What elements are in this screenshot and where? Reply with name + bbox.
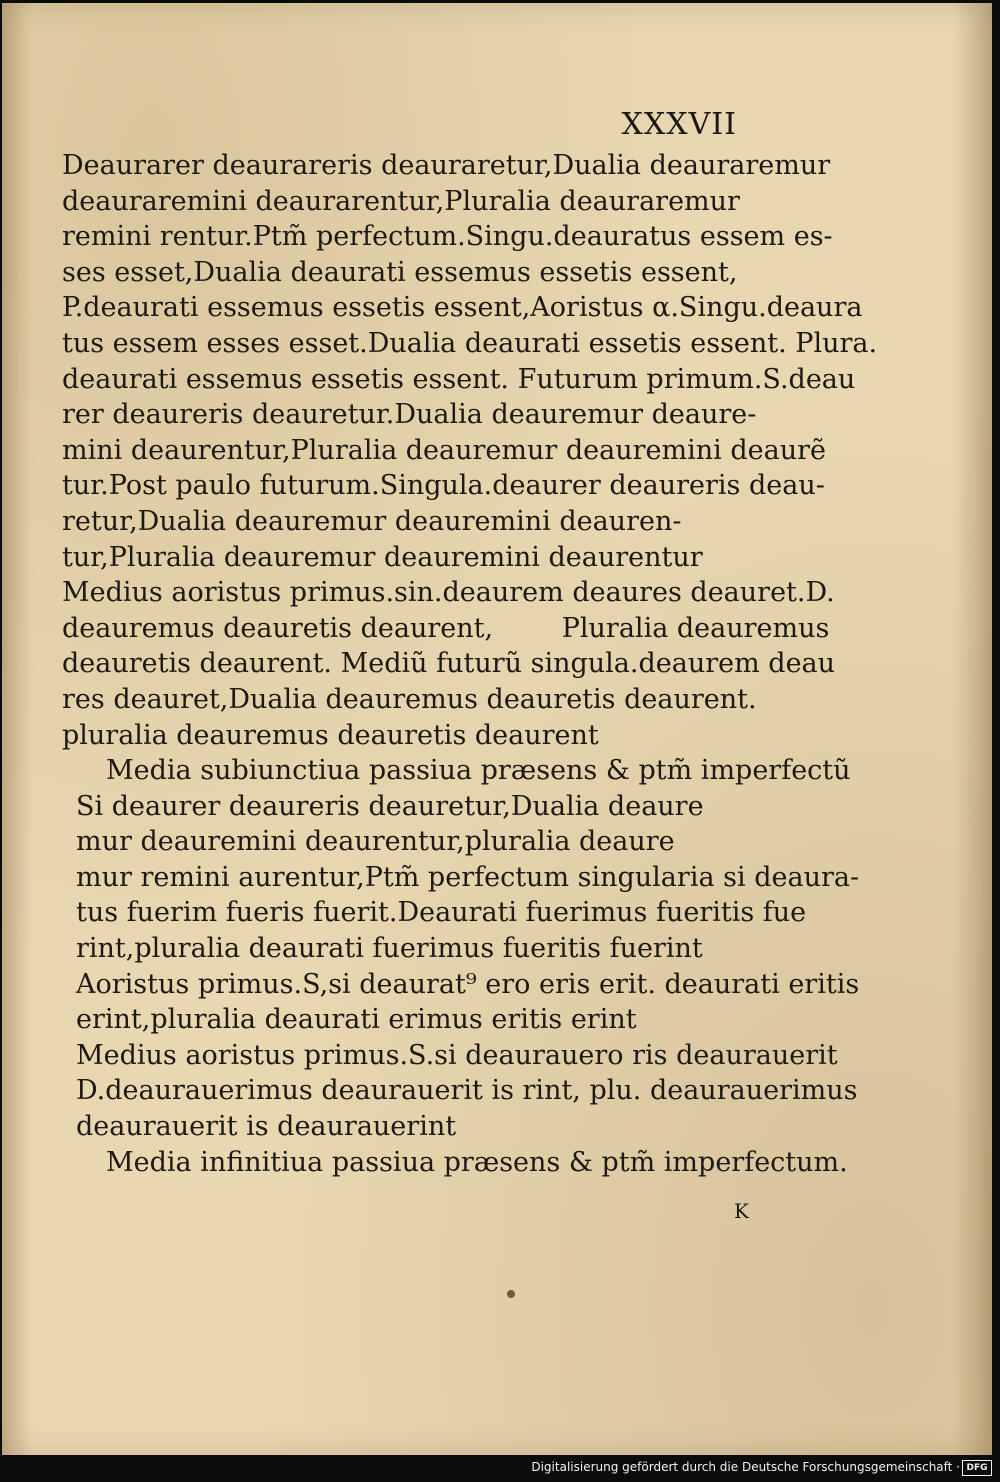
ink-spot <box>507 1290 515 1298</box>
text-line: deaurati essemus essetis essent. Futurum primum.S.deau <box>62 363 856 395</box>
footer-credit: Digitalisierung gefördert durch die Deutsche Forschungsgemeinschaft · <box>531 1460 960 1474</box>
text-line: tur,Pluralia deauremur deauremini deaurentur <box>62 541 703 573</box>
text-line: deauraremini deaurarentur,Pluralia deauraremur <box>62 185 740 217</box>
page-text <box>62 148 878 1180</box>
text-line: rer deaureris deauretur.Dualia deauremur deaure- <box>62 399 757 431</box>
text-line: tus essem esses esset.Dualia deaurati essetis essent. Plura. <box>62 327 878 359</box>
book-page <box>2 3 992 1455</box>
text-line: Medius aoristus primus.S.si deaurauero ris deaurauerit <box>76 1039 838 1071</box>
dfg-logo-icon: DFG <box>962 1460 992 1476</box>
text-line: rint,pluralia deaurati fuerimus fueritis fuerint <box>76 933 703 965</box>
text-line: remini rentur.Ptm̃ perfectum.Singu.deauratus essem es- <box>62 221 833 253</box>
text-line: Deaurarer deaurareris deauraretur,Dualia deauraremur <box>62 150 831 181</box>
text-line: pluralia deauremus deauretis deaurent <box>62 719 599 751</box>
text-line: P.deaurati essemus essetis essent,Aoristus α.Singu.deaura <box>62 292 863 324</box>
text-line: Medius aoristus primus.sin.deaurem deaures deauret.D. <box>62 577 835 609</box>
text-line: res deauret,Dualia deauremus deauretis deaurent. <box>62 683 757 715</box>
text-line: Media infinitiua passiua præsens & ptm̃ imperfectum. <box>106 1146 848 1178</box>
text-line: deauremus deauretis deaurent, Pluralia deauremus <box>62 612 830 644</box>
text-line: Aoristus primus.S,si deaurat⁹ ero eris erit. deaurati eritis <box>76 968 860 1000</box>
text-line: erint,pluralia deaurati erimus eritis erint <box>76 1004 637 1036</box>
text-line: deauretis deaurent. Mediũ futurũ singula.deaurem deau <box>62 648 836 680</box>
text-line: D.deaurauerimus deaurauerit is rint, plu. deaurauerimus <box>76 1075 858 1107</box>
text-line: mur deauremini deaurentur,pluralia deaure <box>76 826 675 858</box>
text-line: retur,Dualia deauremur deauremini deauren- <box>62 505 682 537</box>
catchword: K <box>734 1199 749 1223</box>
text-line: Si deaurer deaureris deauretur,Dualia deaure <box>76 790 704 822</box>
footer-bar <box>0 1455 1000 1482</box>
folio-number: XXXVII <box>621 107 737 142</box>
text-line: deaurauerit is deaurauerint <box>76 1111 457 1143</box>
text-line: mini deaurentur,Pluralia deauremur deauremini deaurẽ <box>62 434 827 466</box>
text-line: tus fuerim fueris fuerit.Deaurati fuerimus fueritis fue <box>76 897 807 929</box>
text-line: tur.Post paulo futurum.Singula.deaurer deaureris deau- <box>62 470 825 502</box>
text-line: mur remini aurentur,Ptm̃ perfectum singularia si deaura- <box>76 861 860 893</box>
text-line: ses esset,Dualia deaurati essemus essetis essent, <box>62 256 738 288</box>
text-line: Media subiunctiua passiua præsens & ptm̃ imperfectũ <box>106 755 851 787</box>
